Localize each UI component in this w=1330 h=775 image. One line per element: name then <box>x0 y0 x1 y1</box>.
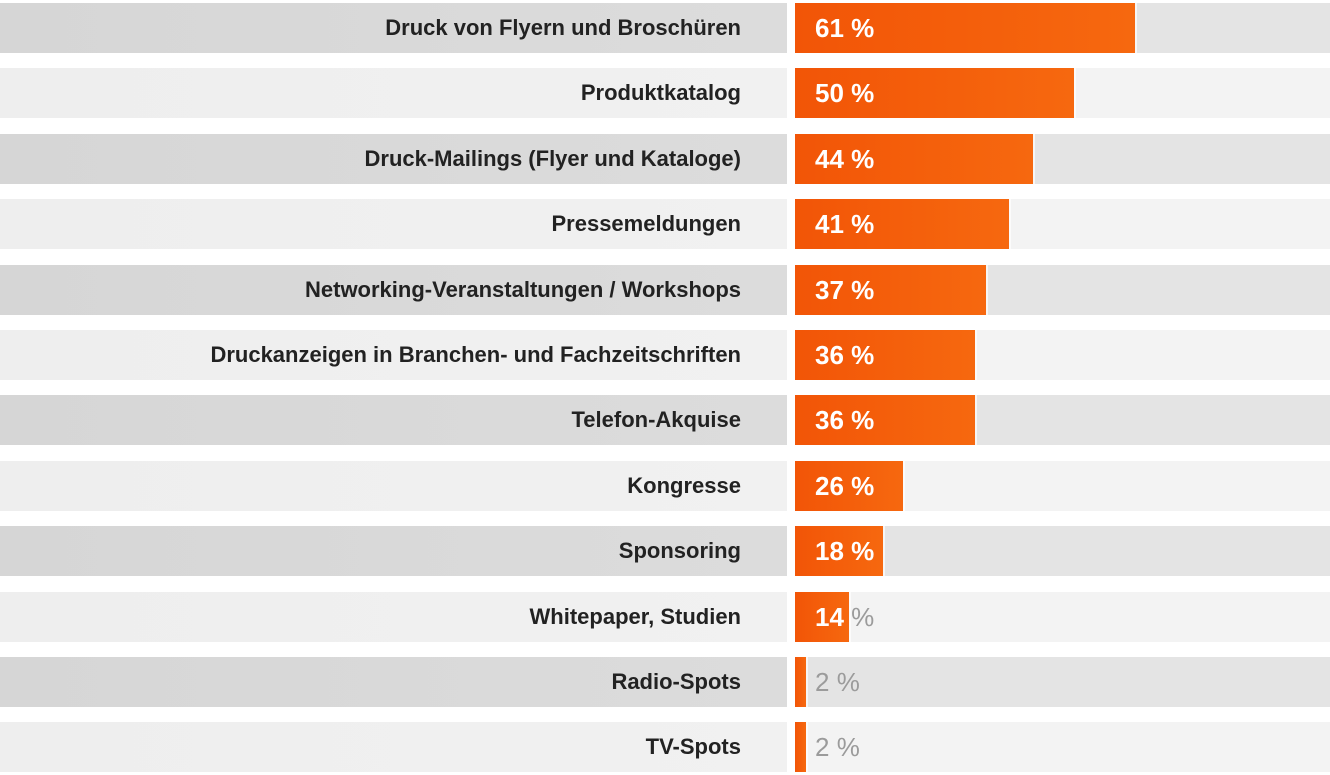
value-percent-sign: % <box>843 536 875 567</box>
bar-track <box>795 461 1330 511</box>
bar-track <box>795 722 1330 772</box>
column-gap <box>787 722 795 772</box>
value-label <box>815 722 860 772</box>
value-percent-sign: % <box>843 209 875 240</box>
value-number: 50 <box>815 78 844 109</box>
value-number: 41 <box>815 209 844 240</box>
value-percent-sign: % <box>843 405 875 436</box>
value-number: 2 <box>815 732 830 763</box>
bar-track <box>795 68 1330 118</box>
category-label: Produktkatalog <box>0 68 787 118</box>
value-label <box>815 592 874 642</box>
category-label: Druck-Mailings (Flyer und Kataloge) <box>0 134 787 184</box>
chart-row <box>0 592 1330 642</box>
value-label <box>815 330 874 380</box>
chart-rows <box>0 3 1330 772</box>
category-label: Kongresse <box>0 461 787 511</box>
value-number: 36 <box>815 339 844 370</box>
value-number: 44 <box>815 143 844 174</box>
column-gap <box>787 3 795 53</box>
column-gap <box>787 395 795 445</box>
value-number: 61 <box>815 13 844 43</box>
chart-row <box>0 330 1330 380</box>
column-gap <box>787 68 795 118</box>
bar-track <box>795 526 1330 576</box>
category-label: Telefon-Akquise <box>0 395 787 445</box>
bar-track <box>795 134 1330 184</box>
category-label: Druck von Flyern und Broschüren <box>0 3 787 53</box>
chart-row <box>0 526 1330 576</box>
value-number: 2 <box>815 666 830 697</box>
value-label <box>815 461 874 511</box>
category-label: TV-Spots <box>0 722 787 772</box>
value-number: 36 <box>815 405 844 436</box>
column-gap <box>787 199 795 249</box>
chart-row <box>0 461 1330 511</box>
value-label <box>815 199 874 249</box>
column-gap <box>787 526 795 576</box>
bar <box>795 722 806 772</box>
category-label: Radio-Spots <box>0 657 787 707</box>
bar-track <box>795 199 1330 249</box>
column-gap <box>787 134 795 184</box>
bar <box>795 657 806 707</box>
value-label <box>815 134 874 184</box>
value-percent-sign: % <box>843 601 875 632</box>
chart-row <box>0 395 1330 445</box>
category-label: Sponsoring <box>0 526 787 576</box>
bar-track <box>795 3 1330 53</box>
column-gap <box>787 592 795 642</box>
value-number: 18 <box>815 536 844 567</box>
value-number: 37 <box>815 274 844 305</box>
bar-track <box>795 265 1330 315</box>
value-label <box>815 657 860 707</box>
value-percent-sign: % <box>843 339 875 370</box>
bar-track <box>795 592 1330 642</box>
chart-row <box>0 657 1330 707</box>
chart-row <box>0 68 1330 118</box>
bar-track <box>795 330 1330 380</box>
category-label: Whitepaper, Studien <box>0 592 787 642</box>
value-label <box>815 526 874 576</box>
value-number: 26 <box>815 470 844 501</box>
value-percent-sign: % <box>843 143 875 174</box>
value-label <box>815 68 874 118</box>
bar-track <box>795 657 1330 707</box>
category-label: Networking-Veranstaltungen / Workshops <box>0 265 787 315</box>
column-gap <box>787 461 795 511</box>
value-percent-sign: % <box>843 78 875 109</box>
value-label <box>815 265 874 315</box>
value-percent-sign: % <box>829 666 860 697</box>
column-gap <box>787 265 795 315</box>
bar-track <box>795 395 1330 445</box>
value-percent-sign: % <box>843 274 875 305</box>
column-gap <box>787 330 795 380</box>
value-percent-sign: % <box>843 13 875 43</box>
chart-row <box>0 3 1330 53</box>
chart-row <box>0 722 1330 772</box>
category-label: Druckanzeigen in Branchen- und Fachzeitschriften <box>0 330 787 380</box>
value-label <box>815 3 874 53</box>
chart-row <box>0 134 1330 184</box>
value-label <box>815 395 874 445</box>
category-label: Pressemeldungen <box>0 199 787 249</box>
column-gap <box>787 657 795 707</box>
chart-row <box>0 265 1330 315</box>
value-number: 14 <box>815 601 844 632</box>
value-percent-sign: % <box>843 470 875 501</box>
chart-row <box>0 199 1330 249</box>
value-percent-sign: % <box>829 732 860 763</box>
